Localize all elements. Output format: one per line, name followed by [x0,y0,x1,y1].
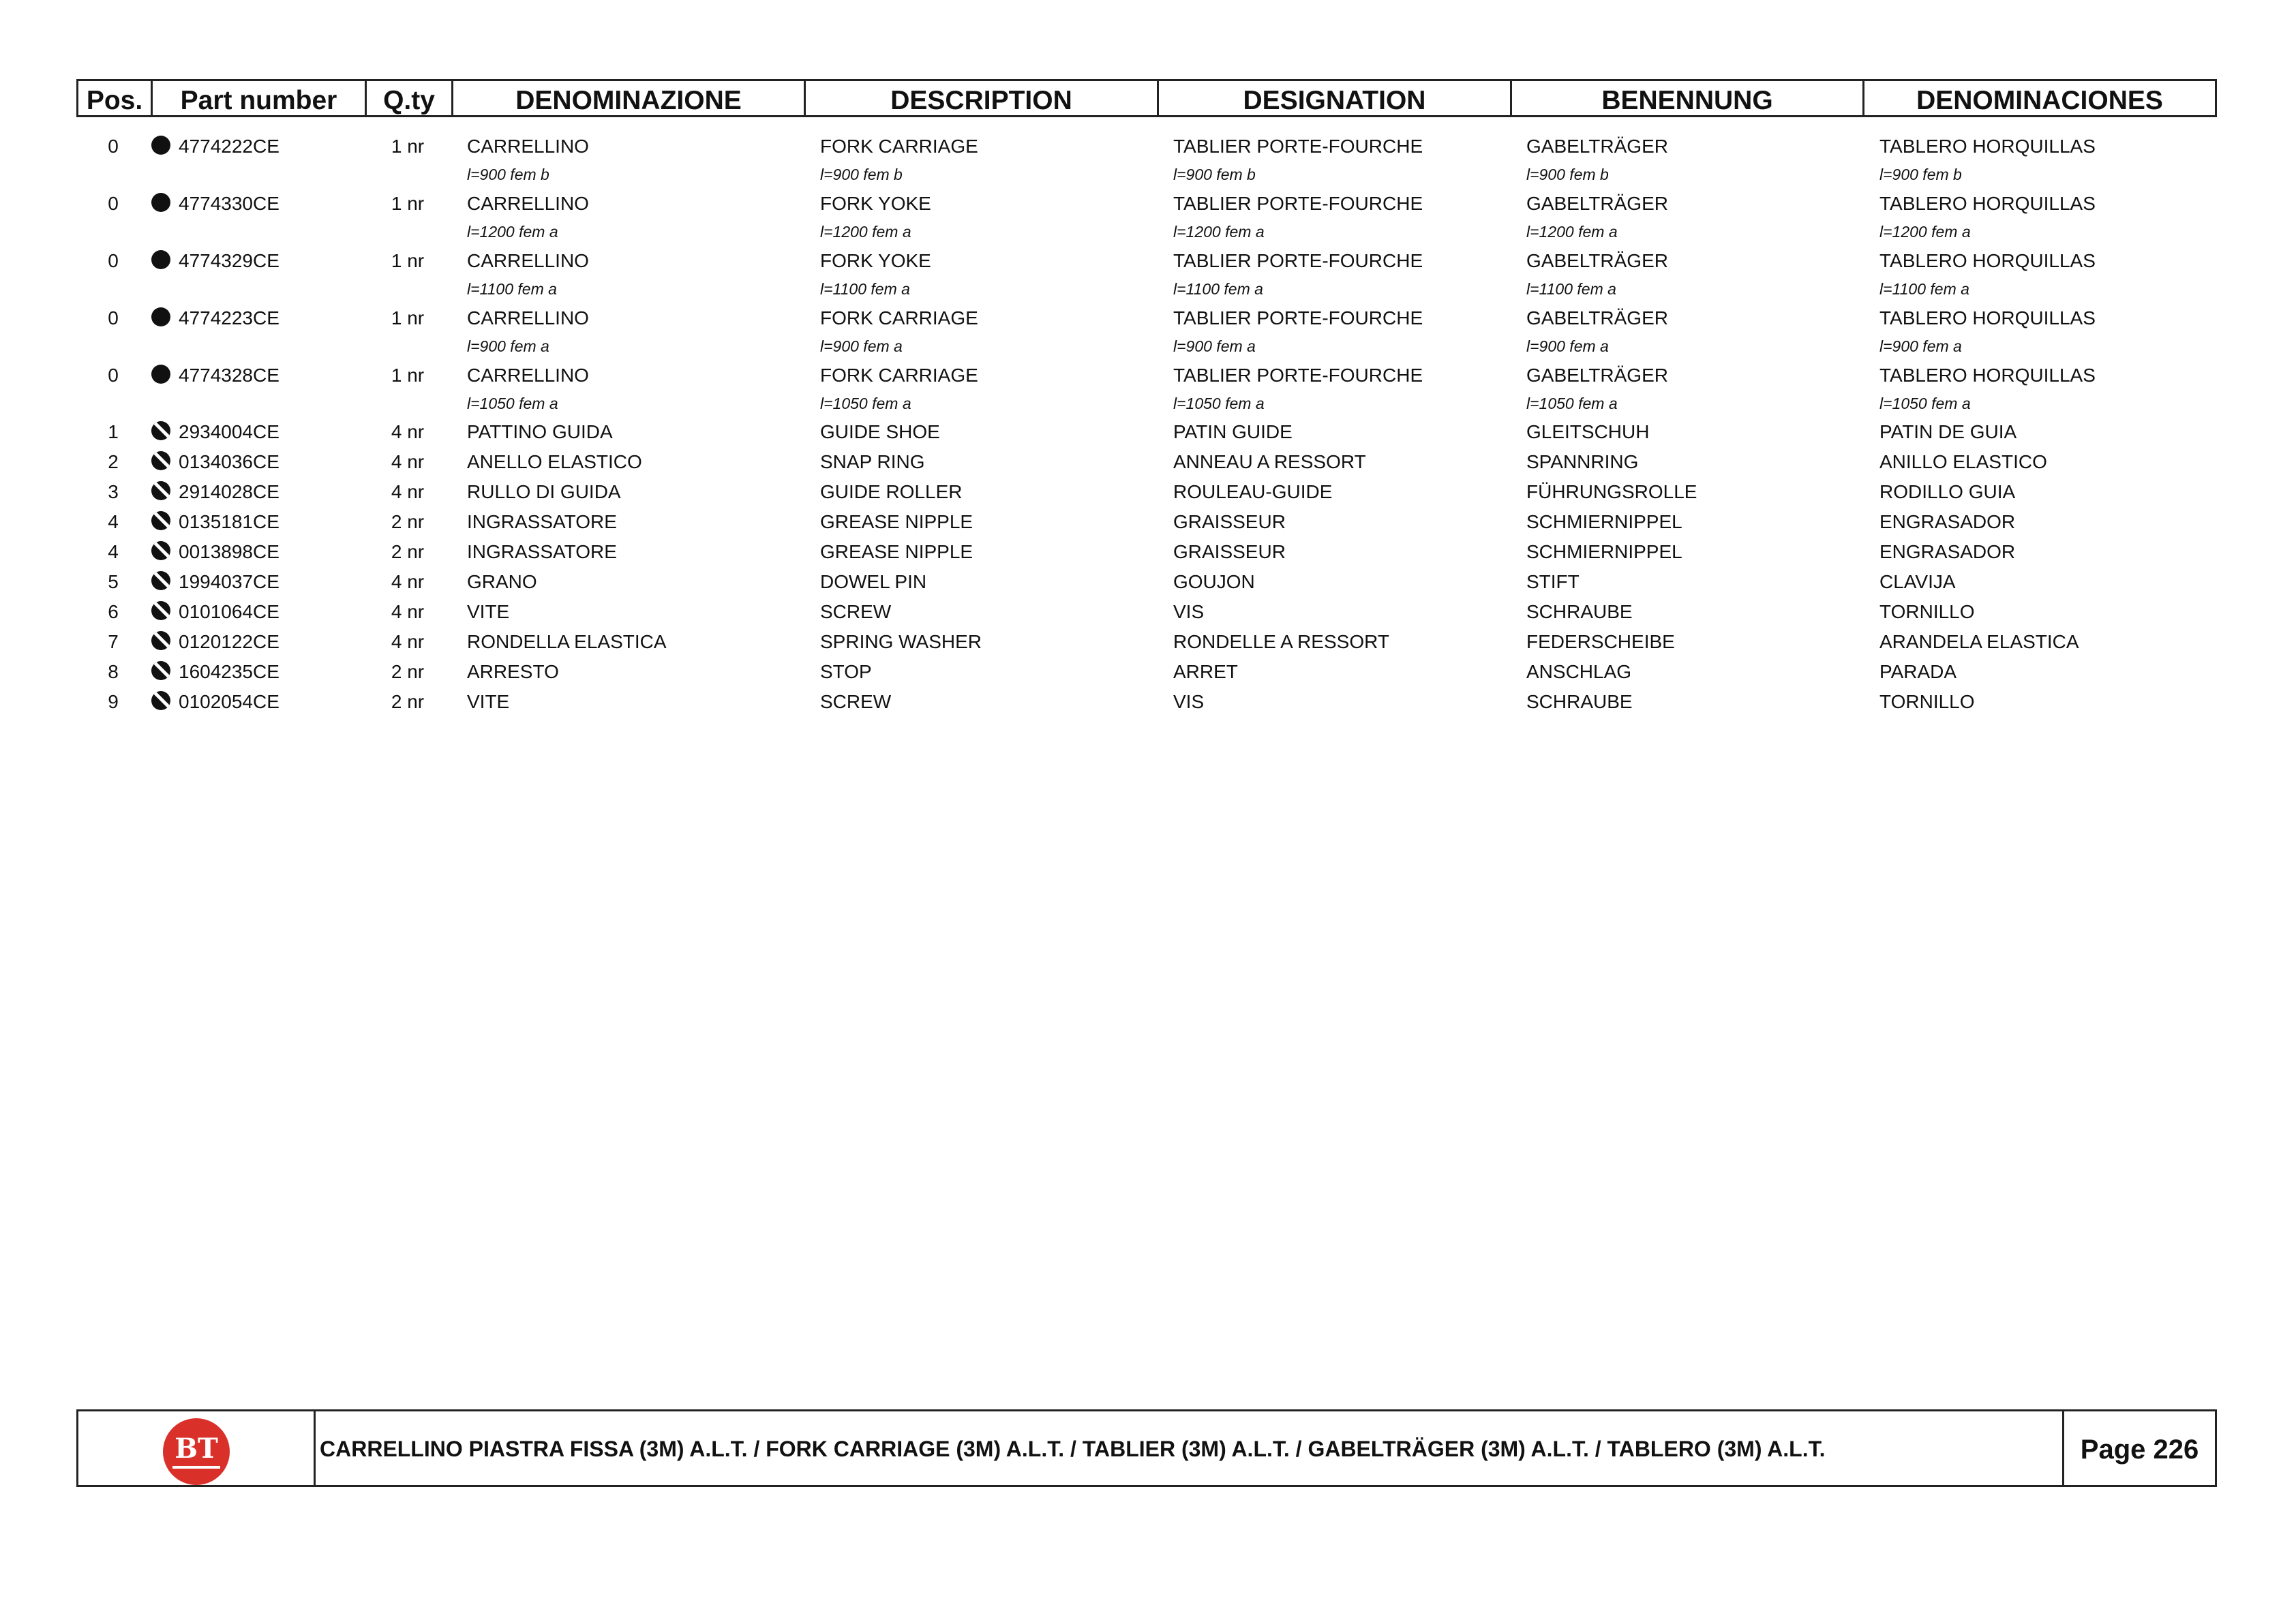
filled-circle-icon [151,250,170,269]
row-name-es: TABLERO HORQUILLAS [1879,193,2096,214]
row-name-it: VITE [467,601,510,622]
half-circle-icon [151,691,170,710]
row-note-de: l=900 fem b [1526,166,1609,183]
row-name-fr: VIS [1173,691,1205,712]
row-name-en: GUIDE ROLLER [820,481,963,502]
row-part-number: 4774329CE [179,250,280,271]
row-quantity: 4 nr [391,631,425,652]
row-note-es: l=1100 fem a [1879,280,1969,298]
row-name-it: CARRELLINO [467,365,589,386]
row-name-de: GABELTRÄGER [1526,136,1668,157]
row-note-it: l=1200 fem a [467,223,558,241]
row-quantity: 1 nr [391,307,425,328]
row-note-es: l=900 fem b [1879,166,1962,183]
row-part-number: 4774222CE [179,136,280,157]
row-note-de: l=1050 fem a [1526,395,1618,412]
row-name-es: ARANDELA ELASTICA [1879,631,2079,652]
row-quantity: 4 nr [391,481,425,502]
row-name-it: INGRASSATORE [467,541,617,562]
row-name-it: CARRELLINO [467,250,589,271]
row-name-de: FÜHRUNGSROLLE [1526,481,1697,502]
row-name-en: GUIDE SHOE [820,421,940,442]
row-position: 3 [108,481,119,502]
row-name-es: TABLERO HORQUILLAS [1879,365,2096,386]
row-name-es: TABLERO HORQUILLAS [1879,136,2096,157]
header-part-number: Part number [153,81,367,115]
row-note-de: l=1100 fem a [1526,280,1616,298]
half-circle-icon [151,481,170,500]
row-name-en: SCREW [820,691,892,712]
row-note-de: l=900 fem a [1526,337,1609,355]
half-circle-icon [151,661,170,680]
row-position: 9 [108,691,119,712]
row-quantity: 1 nr [391,250,425,271]
header-denominaciones: DENOMINACIONES [1916,86,2163,115]
row-name-es: ANILLO ELASTICO [1879,451,2047,472]
row-note-it: l=900 fem b [467,166,549,183]
row-part-number: 0135181CE [179,511,280,532]
row-quantity: 1 nr [391,365,425,386]
half-circle-icon [151,421,170,440]
row-name-es: RODILLO GUIA [1879,481,2016,502]
row-name-en: SPRING WASHER [820,631,982,652]
row-note-it: l=1050 fem a [467,395,558,412]
logo-box [78,1411,316,1485]
footer-title: CARRELLINO PIASTRA FISSA (3M) A.L.T. / FORK CARRIAGE (3M) A.L.T. / TABLIER (3M) A.L.T. / GABELTRÄGER (3M) A.L.T. / TABLERO (3M) A.L.T. [320,1437,1826,1461]
row-position: 4 [108,511,119,532]
page-footer [76,1409,2217,1487]
header-benennung: BENENNUNG [1512,81,1864,115]
row-name-it: GRANO [467,571,537,592]
row-name-en: SCREW [820,601,892,622]
row-name-en: FORK CARRIAGE [820,307,978,328]
row-name-fr: TABLIER PORTE-FOURCHE [1173,365,1423,386]
row-position: 6 [108,601,119,622]
row-part-number: 0120122CE [179,631,280,652]
row-name-es: CLAVIJA [1879,571,1956,592]
row-part-number: 0134036CE [179,451,280,472]
row-part-number: 0102054CE [179,691,280,712]
row-part-number: 0101064CE [179,601,280,622]
half-circle-icon [151,541,170,560]
row-name-en: FORK YOKE [820,193,931,214]
row-name-it: RONDELLA ELASTICA [467,631,667,652]
row-note-fr: l=1100 fem a [1173,280,1263,298]
row-note-fr: l=900 fem b [1173,166,1256,183]
row-name-de: FEDERSCHEIBE [1526,631,1675,652]
row-position: 7 [108,631,119,652]
row-note-it: l=900 fem a [467,337,549,355]
row-name-fr: TABLIER PORTE-FOURCHE [1173,193,1423,214]
row-part-number: 4774223CE [179,307,280,328]
header-pos: Pos. [78,81,153,115]
row-note-es: l=1200 fem a [1879,223,1971,241]
row-name-en: FORK YOKE [820,250,931,271]
row-name-fr: VIS [1173,601,1205,622]
row-position: 0 [108,307,119,328]
row-name-it: INGRASSATORE [467,511,617,532]
row-part-number: 2934004CE [179,421,280,442]
filled-circle-icon [151,136,170,155]
row-quantity: 4 nr [391,601,425,622]
row-name-de: GLEITSCHUH [1526,421,1650,442]
row-quantity: 2 nr [391,691,425,712]
row-name-es: TABLERO HORQUILLAS [1879,307,2096,328]
row-quantity: 2 nr [391,511,425,532]
row-position: 1 [108,421,119,442]
row-name-fr: GRAISSEUR [1173,511,1286,532]
row-name-it: RULLO DI GUIDA [467,481,621,502]
row-name-it: CARRELLINO [467,307,589,328]
row-position: 0 [108,136,119,157]
header-designation: DESIGNATION [1159,81,1512,115]
row-part-number: 0013898CE [179,541,280,562]
row-name-en: DOWEL PIN [820,571,927,592]
half-circle-icon [151,631,170,650]
row-part-number: 1994037CE [179,571,280,592]
row-name-fr: GRAISSEUR [1173,541,1286,562]
row-quantity: 1 nr [391,193,425,214]
row-quantity: 4 nr [391,571,425,592]
header-denominazione: DENOMINAZIONE [453,81,806,115]
row-position: 2 [108,451,119,472]
row-quantity: 4 nr [391,421,425,442]
row-note-fr: l=1200 fem a [1173,223,1265,241]
row-note-es: l=1050 fem a [1879,395,1971,412]
row-part-number: 1604235CE [179,661,280,682]
row-name-fr: TABLIER PORTE-FOURCHE [1173,136,1423,157]
row-position: 0 [108,193,119,214]
row-quantity: 2 nr [391,541,425,562]
row-name-de: SCHRAUBE [1526,691,1633,712]
row-note-en: l=1050 fem a [820,395,911,412]
row-name-fr: PATIN GUIDE [1173,421,1293,442]
row-part-number: 4774330CE [179,193,280,214]
row-note-de: l=1200 fem a [1526,223,1618,241]
row-name-es: PARADA [1879,661,1957,682]
row-note-en: l=1100 fem a [820,280,910,298]
row-name-en: GREASE NIPPLE [820,511,973,532]
row-name-en: SNAP RING [820,451,925,472]
row-name-es: PATIN DE GUIA [1879,421,2017,442]
row-name-fr: RONDELLE A RESSORT [1173,631,1389,652]
row-note-fr: l=1050 fem a [1173,395,1265,412]
row-note-en: l=900 fem a [820,337,903,355]
header-qty: Q.ty [367,81,453,115]
row-name-en: FORK CARRIAGE [820,136,978,157]
filled-circle-icon [151,193,170,212]
row-note-fr: l=900 fem a [1173,337,1256,355]
row-name-fr: ARRET [1173,661,1238,682]
row-name-de: GABELTRÄGER [1526,250,1668,271]
row-name-it: ARRESTO [467,661,559,682]
row-name-de: GABELTRÄGER [1526,365,1668,386]
filled-circle-icon [151,307,170,326]
filled-circle-icon [151,365,170,384]
row-name-fr: TABLIER PORTE-FOURCHE [1173,250,1423,271]
row-part-number: 4774328CE [179,365,280,386]
row-name-de: ANSCHLAG [1526,661,1632,682]
row-name-de: GABELTRÄGER [1526,193,1668,214]
row-name-de: SCHRAUBE [1526,601,1633,622]
row-name-de: GABELTRÄGER [1526,307,1668,328]
row-position: 0 [108,250,119,271]
row-name-en: GREASE NIPPLE [820,541,973,562]
row-note-en: l=900 fem b [820,166,903,183]
row-quantity: 2 nr [391,661,425,682]
row-quantity: 4 nr [391,451,425,472]
row-note-it: l=1100 fem a [467,280,557,298]
row-name-es: ENGRASADOR [1879,541,2016,562]
row-part-number: 2914028CE [179,481,280,502]
row-position: 8 [108,661,119,682]
row-name-it: VITE [467,691,510,712]
half-circle-icon [151,571,170,590]
row-position: 4 [108,541,119,562]
row-name-en: FORK CARRIAGE [820,365,978,386]
row-name-en: STOP [820,661,872,682]
row-name-fr: ANNEAU A RESSORT [1173,451,1366,472]
row-name-it: CARRELLINO [467,193,589,214]
row-name-es: ENGRASADOR [1879,511,2016,532]
half-circle-icon [151,601,170,620]
row-note-es: l=900 fem a [1879,337,1962,355]
half-circle-icon [151,511,170,530]
row-position: 0 [108,365,119,386]
row-name-it: CARRELLINO [467,136,589,157]
row-name-es: TABLERO HORQUILLAS [1879,250,2096,271]
row-name-fr: ROULEAU-GUIDE [1173,481,1333,502]
row-name-it: PATTINO GUIDA [467,421,613,442]
row-name-de: STIFT [1526,571,1580,592]
row-name-de: SCHMIERNIPPEL [1526,511,1682,532]
row-name-fr: TABLIER PORTE-FOURCHE [1173,307,1423,328]
row-note-en: l=1200 fem a [820,223,911,241]
row-name-fr: GOUJON [1173,571,1255,592]
row-name-it: ANELLO ELASTICO [467,451,642,472]
table-header [76,79,2217,117]
row-name-de: SCHMIERNIPPEL [1526,541,1682,562]
bt-logo: BT [163,1418,230,1485]
row-quantity: 1 nr [391,136,425,157]
row-name-es: TORNILLO [1879,601,1975,622]
half-circle-icon [151,451,170,470]
row-position: 5 [108,571,119,592]
row-name-es: TORNILLO [1879,691,1975,712]
page-number: Page 226 [2062,1411,2215,1485]
row-name-de: SPANNRING [1526,451,1639,472]
header-description: DESCRIPTION [806,81,1159,115]
